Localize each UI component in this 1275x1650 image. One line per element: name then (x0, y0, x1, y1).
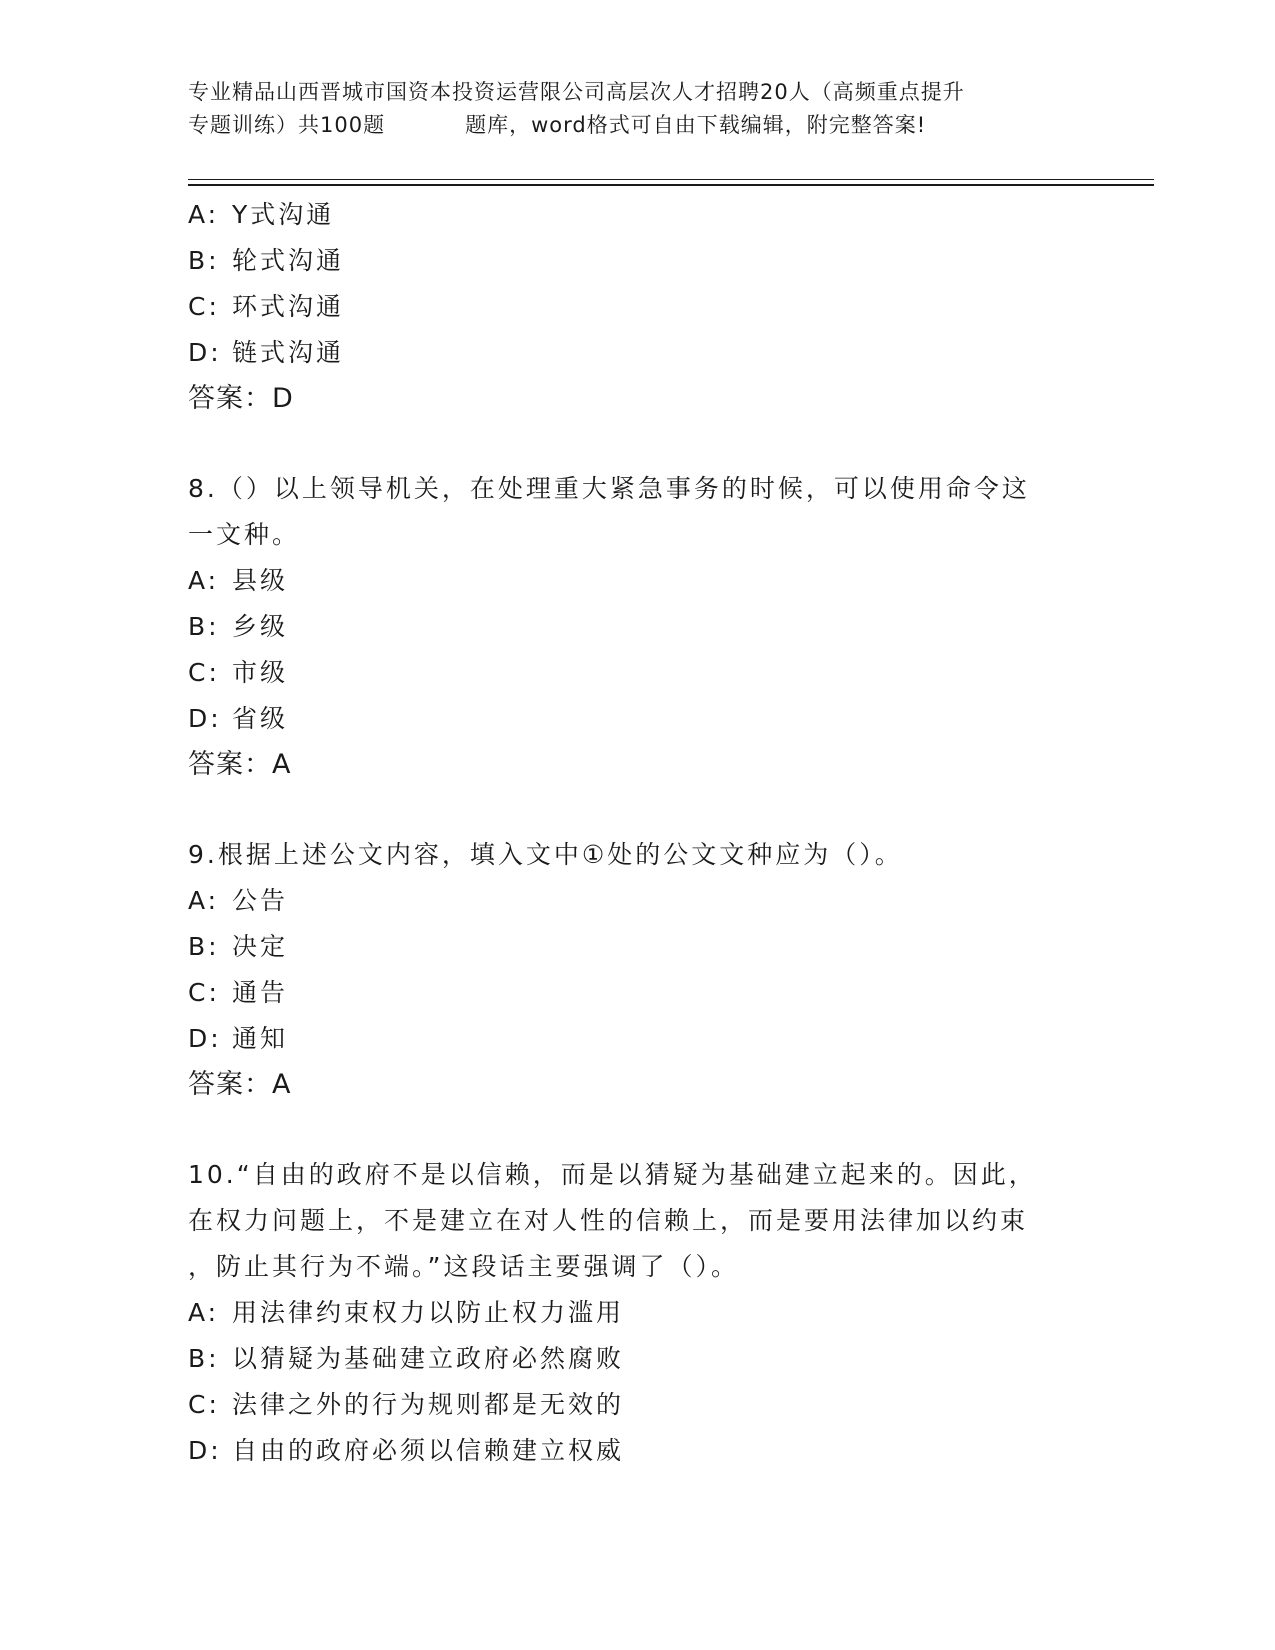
option-letter: A: (188, 886, 220, 915)
option-c (188, 284, 1088, 330)
option-letter: A: (188, 1298, 220, 1327)
option-text: 自由的政府必须以信赖建立权威 (232, 1436, 625, 1465)
option-text: 法律之外的行为规则都是无效的 (232, 1390, 625, 1419)
header-divider-thick (188, 184, 1154, 186)
answer-line: 答案：D (188, 383, 294, 414)
question-7-block (188, 192, 1088, 422)
option-letter: C: (188, 978, 220, 1007)
question-8-block (188, 466, 1088, 788)
option-a (188, 1290, 1088, 1336)
option-letter: B: (188, 612, 220, 641)
option-text: 市级 (232, 658, 289, 687)
option-letter: D: (188, 704, 222, 733)
option-text: Y式沟通 (232, 200, 335, 229)
option-c (188, 650, 1088, 696)
option-text: 通知 (232, 1024, 289, 1053)
option-text: 通告 (232, 978, 289, 1007)
option-text: 公告 (232, 886, 289, 915)
option-letter: A: (188, 566, 220, 595)
option-a (188, 558, 1088, 604)
option-b (188, 924, 1088, 970)
option-a (188, 878, 1088, 924)
option-text: 轮式沟通 (232, 246, 345, 275)
header-divider-thin (188, 179, 1154, 180)
option-letter: D: (188, 1024, 222, 1053)
option-d (188, 1016, 1088, 1062)
option-letter: A: (188, 200, 220, 229)
option-text: 以猜疑为基础建立政府必然腐败 (232, 1344, 625, 1373)
option-b (188, 238, 1088, 284)
header-title-line-1: 专业精品山西晋城市国资本投资运营限公司高层次人才招聘20人（高频重点提升 (188, 80, 965, 104)
option-letter: B: (188, 246, 220, 275)
option-b (188, 1336, 1088, 1382)
option-letter: B: (188, 932, 220, 961)
option-b (188, 604, 1088, 650)
option-letter: D: (188, 1436, 222, 1465)
option-text: 乡级 (232, 612, 289, 641)
option-c (188, 970, 1088, 1016)
option-d (188, 330, 1088, 376)
header-title-line-2-left: 专题训练）共100题 (188, 113, 386, 137)
question-list (188, 192, 1088, 1474)
question-stem: 一文种。 (188, 520, 301, 549)
document-header (188, 76, 1088, 142)
option-d (188, 1428, 1088, 1474)
option-letter: C: (188, 292, 220, 321)
question-stem: 8.（）以上领导机关，在处理重大紧急事务的时候，可以使用命令这 (188, 474, 1030, 503)
option-text: 环式沟通 (232, 292, 345, 321)
question-9-block (188, 832, 1088, 1108)
option-letter: B: (188, 1344, 220, 1373)
option-text: 省级 (232, 704, 289, 733)
option-c (188, 1382, 1088, 1428)
option-text: 用法律约束权力以防止权力滥用 (232, 1298, 625, 1327)
option-a (188, 192, 1088, 238)
option-text: 链式沟通 (232, 338, 345, 367)
question-stem: 9.根据上述公文内容，填入文中①处的公文文种应为（）。 (188, 840, 903, 869)
option-text: 决定 (232, 932, 289, 961)
option-letter: C: (188, 658, 220, 687)
header-title-line-2 (188, 109, 1088, 142)
option-letter: D: (188, 338, 222, 367)
question-stem: 在权力问题上，不是建立在对人性的信赖上，而是要用法律加以约束 (188, 1206, 1029, 1235)
question-stem: ，防止其行为不端。”这段话主要强调了（）。 (188, 1252, 739, 1281)
question-stem: 10.“自由的政府不是以信赖，而是以猜疑为基础建立起来的。因此， (188, 1160, 1037, 1189)
question-10-block (188, 1152, 1088, 1474)
answer-line: 答案：A (188, 1069, 292, 1100)
option-letter: C: (188, 1390, 220, 1419)
answer-line: 答案：A (188, 749, 292, 780)
option-text: 县级 (232, 566, 289, 595)
header-title-line-2-right: 题库，word格式可自由下载编辑，附完整答案! (465, 113, 927, 137)
option-d (188, 696, 1088, 742)
